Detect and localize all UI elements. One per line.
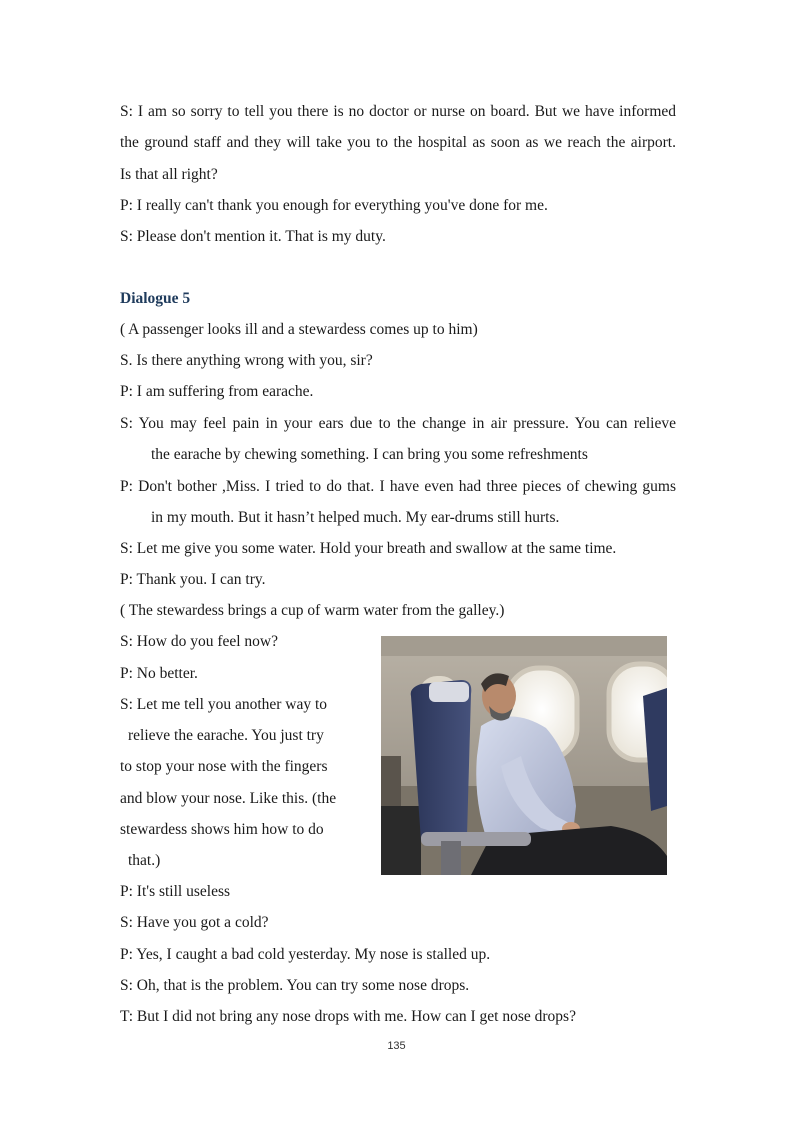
text-line: P: I really can't thank you enough for everything you've done for me.	[120, 197, 548, 214]
text-line: S: Oh, that is the problem. You can try some nose drops.	[120, 977, 470, 994]
text-line: S: Let me tell you another way to	[120, 696, 328, 713]
text-line: S: Have you got a cold?	[120, 914, 269, 931]
text-line: stewardess shows him how to do	[120, 821, 324, 838]
text-line: S. Is there anything wrong with you, sir?	[120, 352, 373, 369]
text-line: P: It's still useless	[120, 883, 231, 900]
text-line: S: Let me give you some water. Hold your breath and swallow at the same time.	[120, 540, 617, 557]
text-line: P: Yes, I caught a bad cold yesterday. My nose is stalled up.	[120, 946, 491, 963]
stage-direction: ( The stewardess brings a cup of warm water from the galley.)	[120, 602, 505, 619]
text-line: Is that all right?	[120, 166, 218, 183]
text-line: the ground staff and they will take you to the hospital as soon as we reach the airport.	[120, 134, 676, 151]
text-line: S: Please don't mention it. That is my duty.	[120, 228, 386, 245]
text-line: in my mouth. But it hasn’t helped much. My ear-drums still hurts.	[151, 509, 560, 526]
text-line: S: You may feel pain in your ears due to the change in air pressure. You can relieve	[120, 415, 676, 432]
stage-direction: ( A passenger looks ill and a stewardess comes up to him)	[120, 321, 478, 338]
text-line: and blow your nose. Like this. (the	[120, 790, 337, 807]
page-number: 135	[387, 1040, 406, 1052]
text-line: P: Don't bother ,Miss. I tried to do that. I have even had three pieces of chewing gums	[120, 478, 676, 495]
text-line: relieve the earache. You just try	[128, 727, 324, 744]
text-line: P: I am suffering from earache.	[120, 383, 314, 400]
text-line: the earache by chewing something. I can bring you some refreshments	[151, 446, 588, 463]
text-line: that.)	[128, 852, 161, 869]
text-line: S: How do you feel now?	[120, 633, 278, 650]
dialogue-heading: Dialogue 5	[120, 290, 191, 307]
passenger-photo	[381, 636, 667, 875]
text-line: to stop your nose with the fingers	[120, 758, 328, 775]
text-line: T: But I did not bring any nose drops with me. How can I get nose drops?	[120, 1008, 576, 1025]
text-line: S: I am so sorry to tell you there is no doctor or nurse on board. But we have informed	[120, 103, 676, 120]
text-line: P: No better.	[120, 665, 198, 682]
text-line: P: Thank you. I can try.	[120, 571, 266, 588]
